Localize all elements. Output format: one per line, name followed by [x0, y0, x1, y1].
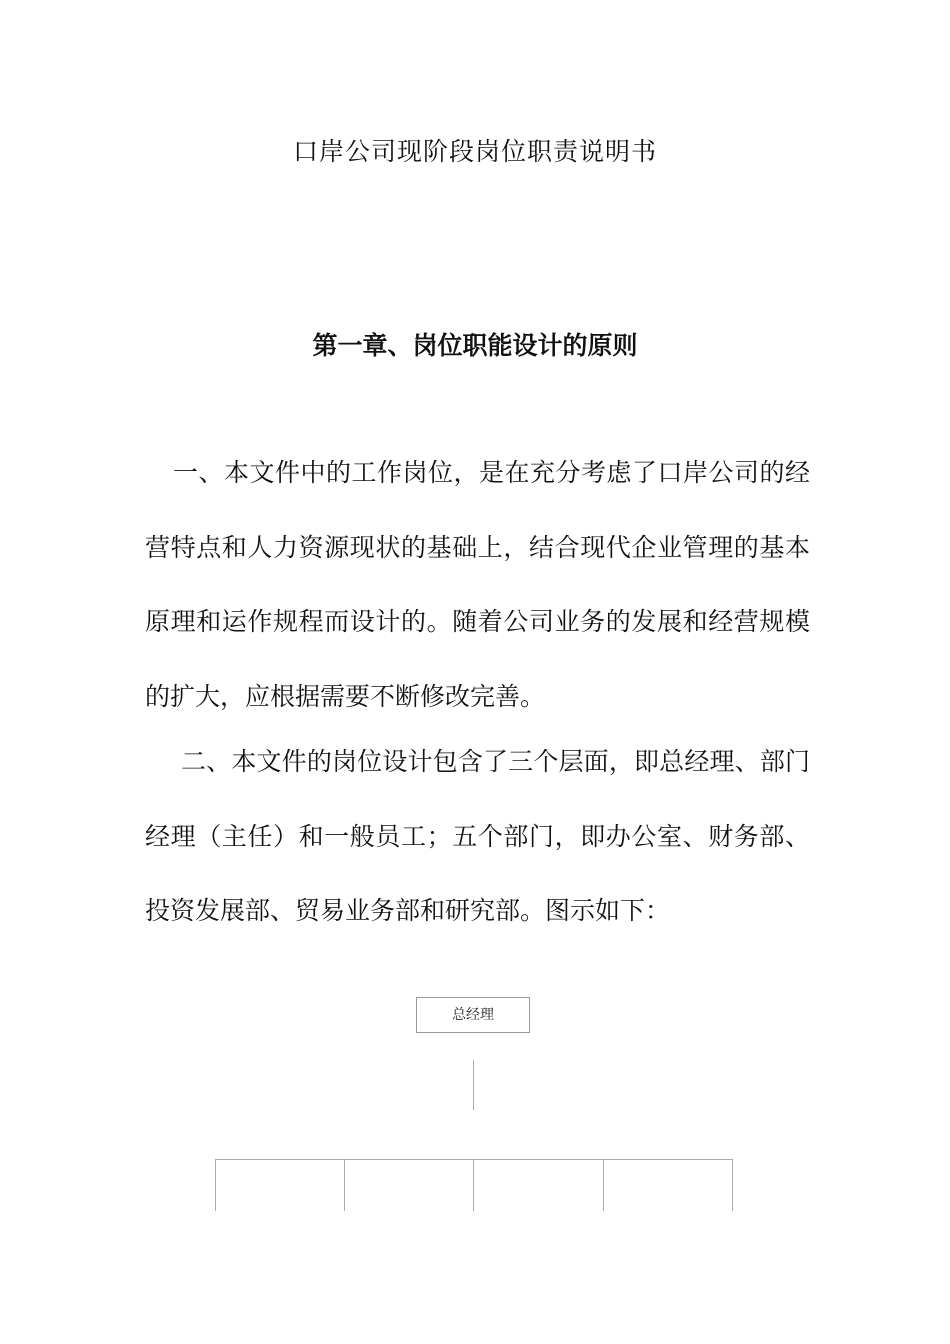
chapter-heading: 第一章、岗位职能设计的原则: [312, 331, 638, 360]
org-branch-line: [215, 1159, 216, 1211]
org-branch-line: [344, 1159, 345, 1211]
org-branch-line: [603, 1159, 604, 1211]
paragraph-2: 二、本文件的岗位设计包含了三个层面，即总经理、部门经理（主任）和一般员工；五个部门，即办公室、财务部、投资发展部、贸易业务部和研究部。图示如下：: [145, 747, 810, 925]
paragraph-1: 一、本文件中的工作岗位，是在充分考虑了口岸公司的经营特点和人力资源现状的基础上，结合现代企业管理的基本原理和运作规程而设计的。随着公司业务的发展和经营规模的扩大，应根据需要不断修改完善。: [145, 458, 810, 711]
org-connector-vertical: [473, 1060, 474, 1110]
document-title: 口岸公司现阶段岗位职责说明书: [292, 137, 657, 166]
org-node-general-manager: 总经理: [416, 997, 530, 1033]
org-connector-horizontal: [215, 1159, 733, 1160]
org-branch-line: [732, 1159, 733, 1211]
org-branch-line: [473, 1159, 474, 1211]
